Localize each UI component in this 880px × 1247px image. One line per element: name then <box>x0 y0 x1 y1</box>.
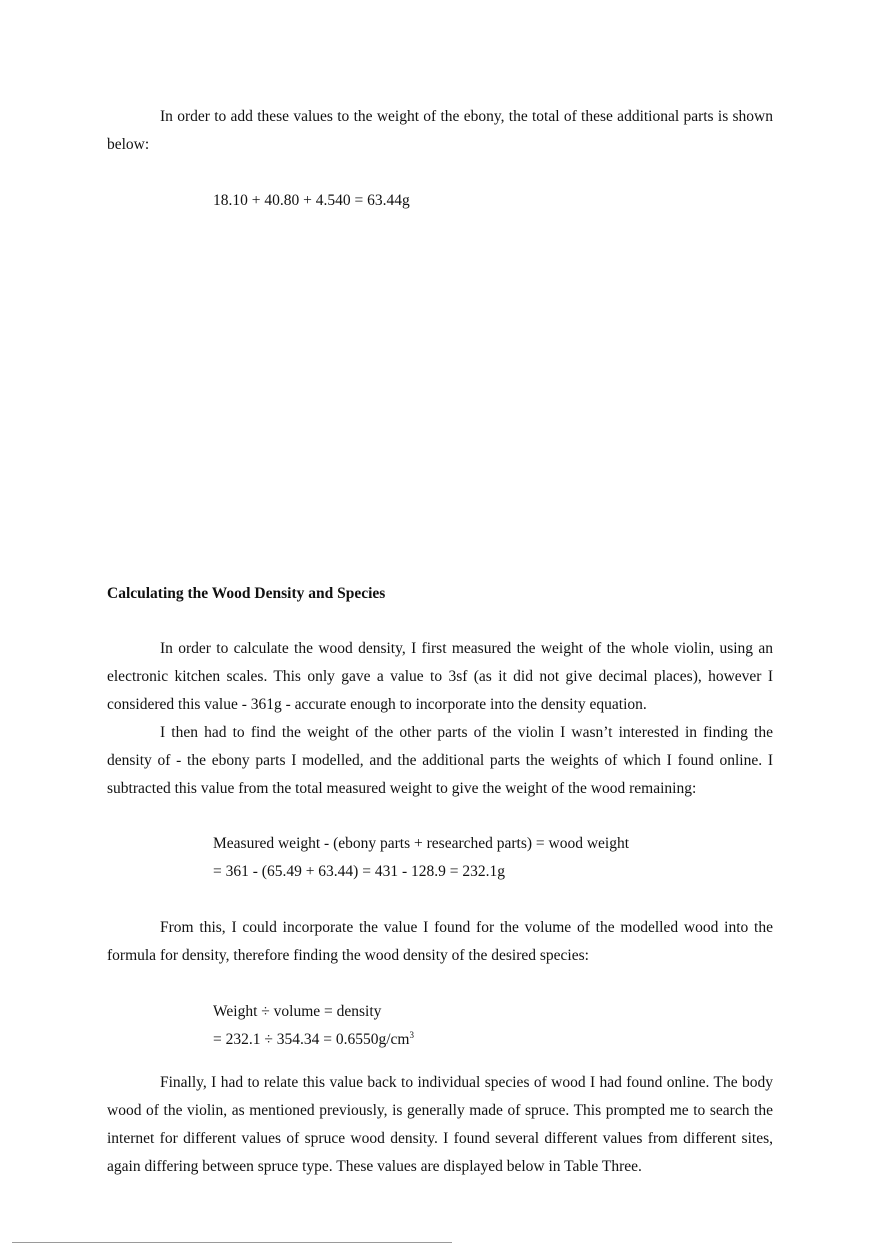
paragraph-density-formula: From this, I could incorporate the value I found for the volume of the modelled wood into the formula for density, therefore finding the wood density of the desired species: <box>107 919 773 964</box>
paragraph-spruce-species: Finally, I had to relate this value back to individual species of wood I had found online. The body wood of the violin, as mentioned previously, is generally made of spruce. This prompted me to search the internet for different values of spruce wood density. I found several different values from different sites, again differing between spruce type. These values are displayed below in Table Three. <box>107 1074 773 1175</box>
paragraph-other-parts: I then had to find the weight of the other parts of the violin I wasn’t interested in finding the density of - the ebony parts I modelled, and the additional parts the weights of which I found online. I subtracted this value from the total measured weight to give the weight of the wood remaining: <box>107 724 773 797</box>
equation-parts-sum: 18.10 + 40.80 + 4.540 = 63.44g <box>213 192 410 209</box>
equation-weight-formula: Measured weight - (ebony parts + researched parts) = wood weight <box>213 835 630 852</box>
equation-density-formula: Weight ÷ volume = density <box>213 1003 382 1020</box>
footer-rule <box>12 1242 452 1243</box>
density-calc-text: = 232.1 ÷ 354.34 = 0.6550g/cm <box>213 1031 410 1048</box>
density-unit-exponent: 3 <box>409 1030 414 1040</box>
paragraph-measure-violin: In order to calculate the wood density, I first measured the weight of the whole violin, using an electronic kitchen scales. This only gave a value to 3sf (as it did not give decimal places), however I considered this value - 361g - accurate enough to incorporate into the density equation. <box>107 640 773 713</box>
equation-weight-calc: = 361 - (65.49 + 63.44) = 431 - 128.9 = 232.1g <box>213 863 505 880</box>
equation-density-calc <box>213 1026 414 1054</box>
section-heading: Calculating the Wood Density and Species <box>107 585 386 602</box>
paragraph-additional-parts: In order to add these values to the weight of the ebony, the total of these additional parts is shown below: <box>107 108 773 153</box>
